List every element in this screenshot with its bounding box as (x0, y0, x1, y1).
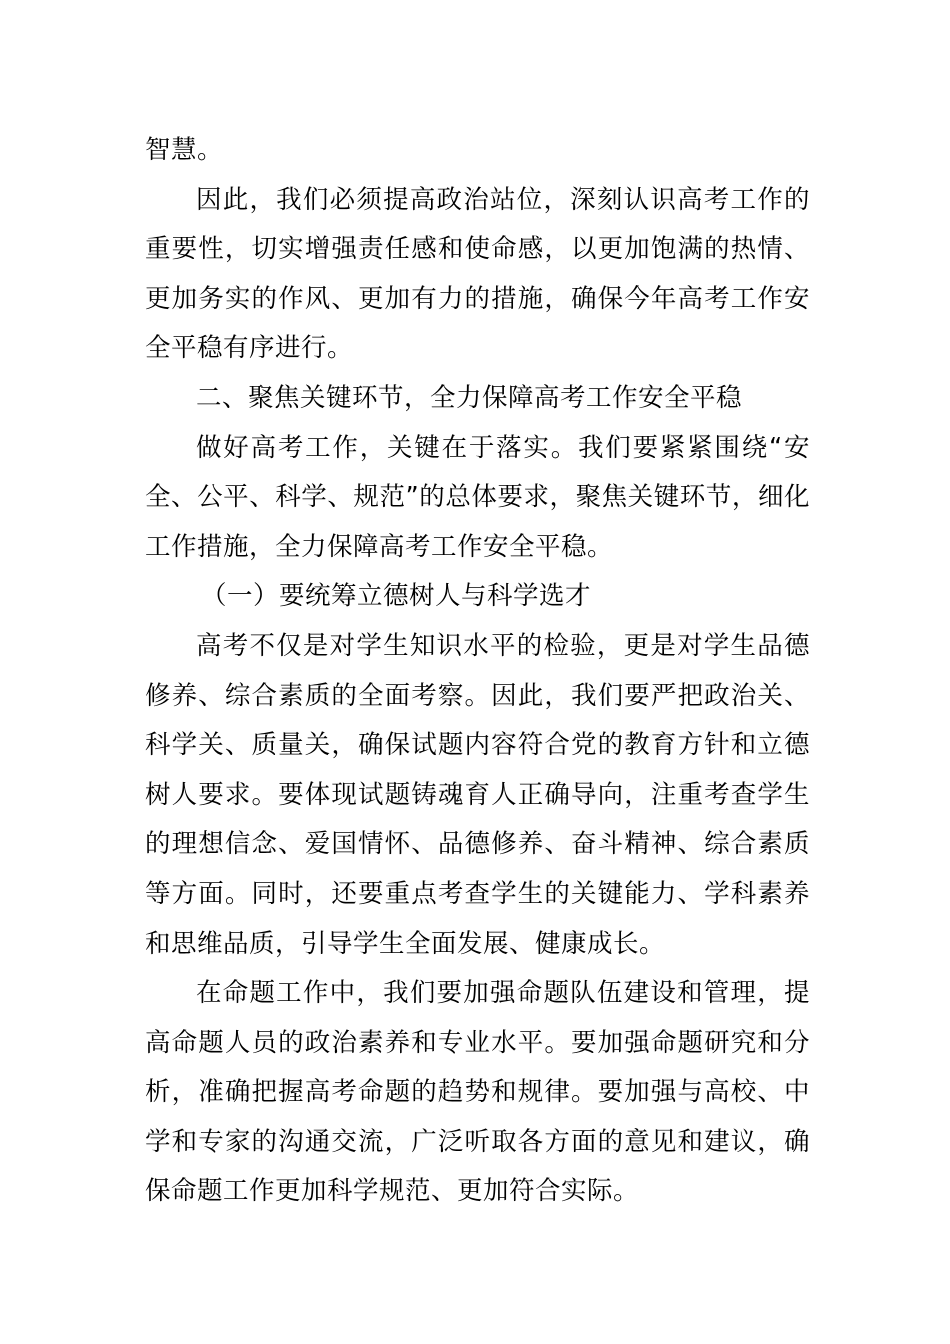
section-heading-2: 二、聚焦关键环节，全力保障高考工作安全平稳 (196, 382, 743, 413)
subsection-heading-1: （一）要统筹立德树人与科学选才 (201, 581, 592, 612)
paragraph-political-stance: 因此，我们必须提高政治站位，深刻认识高考工作的重要性，切实增强责任感和使命感，以更加饱满的热情、更加务实的作风、更加有力的措施，确保今年高考工作安全平稳有序进行。 (145, 184, 810, 364)
paragraph-implementation: 做好高考工作，关键在于落实。我们要紧紧围绕“安全、公平、科学、规范”的总体要求，聚焦关键环节，细化工作措施，全力保障高考工作安全平稳。 (145, 432, 810, 562)
paragraph-question-design: 在命题工作中，我们要加强命题队伍建设和管理，提高命题人员的政治素养和专业水平。要加强命题研究和分析，准确把握高考命题的趋势和规律。要加强与高校、中学和专家的沟通交流，广泛听取各方面的意见和建议，确保命题工作更加科学规范、更加符合实际。 (145, 978, 810, 1207)
paragraph-continuation: 智慧。 (145, 135, 224, 165)
document-body (145, 126, 810, 1217)
paragraph-moral-education: 高考不仅是对学生知识水平的检验，更是对学生品德修养、综合素质的全面考察。因此，我们要严把政治关、科学关、质量关，确保试题内容符合党的教育方针和立德树人要求。要体现试题铸魂育人正确导向，注重考查学生的理想信念、爱国情怀、品德修养、奋斗精神、综合素质等方面。同时，还要重点考查学生的关键能力、学科素养和思维品质，引导学生全面发展、健康成长。 (145, 630, 810, 959)
